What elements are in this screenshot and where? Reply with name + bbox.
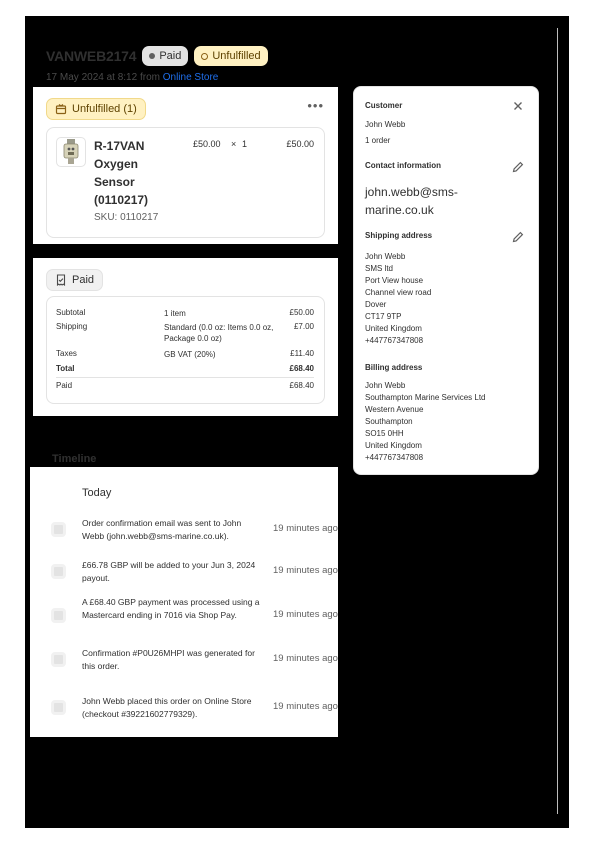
billing-address-heading: Billing address	[365, 363, 423, 372]
subtotal-detail: 1 item	[164, 309, 186, 318]
timeline-event-time: 19 minutes ago	[273, 701, 338, 712]
payment-status-pill	[46, 269, 103, 291]
timeline-dot-icon	[51, 564, 66, 579]
fulfillment-status-text: Unfulfilled (1)	[72, 103, 137, 115]
quantity: 1	[242, 139, 248, 149]
shipping-amount: £7.00	[293, 322, 314, 331]
fulfillment-status-badge	[194, 46, 267, 66]
taxes-amount: £11.40	[290, 349, 314, 358]
unit-price: £50.00	[193, 139, 221, 149]
line-total: £50.00	[286, 139, 314, 149]
shipping-address-line: Port View house	[365, 276, 424, 285]
customer-heading: Customer	[365, 101, 403, 110]
shipping-detail: Standard (0.0 oz: Items 0.0 oz, Package 0.0 oz)	[164, 323, 274, 343]
order-number: VANWEB2174	[46, 48, 137, 64]
timeline-event-text: Confirmation #P0U26MHPI was generated for this order.	[82, 648, 255, 671]
timeline-event-text: £66.78 GBP will be added to your Jun 3, 2024 payout.	[82, 560, 256, 583]
customer-orders-link[interactable]: 1 order	[365, 136, 391, 145]
timeline-day-label: Today	[82, 487, 112, 499]
shipping-address-line: John Webb	[365, 252, 406, 261]
line-item	[46, 127, 325, 238]
status-dot-icon	[149, 53, 155, 59]
payment-card	[33, 258, 338, 416]
subtotal-amount: £50.00	[289, 308, 314, 317]
payment-status-text: Paid	[72, 274, 95, 286]
total-amount: £68.40	[289, 364, 314, 373]
taxes-detail[interactable]: GB VAT (20%)	[164, 350, 216, 359]
close-icon[interactable]	[511, 99, 525, 113]
timeline-dot-icon	[51, 608, 66, 623]
shipping-address-line: United Kingdom	[365, 324, 422, 333]
customer-name-link[interactable]: John Webb	[365, 120, 406, 129]
subtotal-label: Subtotal	[56, 308, 86, 317]
order-date: 17 May 2024 at 8:12 from	[46, 72, 160, 83]
billing-address-line: Southampton	[365, 417, 413, 426]
timeline-event-time: 19 minutes ago	[273, 565, 338, 576]
fulfillment-card	[33, 87, 338, 244]
package-icon	[55, 103, 67, 115]
customer-email-link[interactable]: john.webb@sms-marine.co.uk	[365, 185, 458, 217]
shipping-address-line: CT17 9TP	[365, 312, 402, 321]
pencil-icon[interactable]	[511, 160, 525, 174]
shipping-address-heading: Shipping address	[365, 231, 433, 240]
timeline-event-time: 19 minutes ago	[273, 609, 338, 620]
fulfillment-status-label: Unfulfilled	[212, 50, 261, 62]
more-icon[interactable]: •••	[307, 98, 324, 113]
timeline-dot-icon	[51, 652, 66, 667]
timeline-dot-icon	[51, 522, 66, 537]
timeline-event-time: 19 minutes ago	[273, 523, 338, 534]
billing-address-line: United Kingdom	[365, 441, 422, 450]
taxes-label: Taxes	[56, 349, 77, 358]
timeline-dot-icon	[51, 700, 66, 715]
divider	[56, 377, 314, 378]
payment-summary	[46, 296, 325, 404]
billing-address-line: SO15 0HH	[365, 429, 404, 438]
fulfillment-status-pill	[46, 98, 146, 120]
total-label: Total	[56, 364, 75, 373]
shipping-address-line: SMS ltd	[365, 264, 394, 273]
product-thumbnail[interactable]	[56, 137, 86, 167]
sales-channel-link[interactable]: Online Store	[162, 72, 219, 83]
timeline-event-text: Order confirmation email was sent to John Webb (john.webb@sms-marine.co.uk).	[82, 518, 242, 541]
paid-amount: £68.40	[289, 381, 314, 390]
payment-status-badge	[142, 46, 188, 66]
shipping-address-line: Channel view road	[365, 288, 432, 297]
paid-label: Paid	[56, 381, 73, 390]
product-name-link[interactable]: R-17VAN Oxygen Sensor (0110217)	[94, 139, 149, 207]
billing-address-line: John Webb	[365, 381, 406, 390]
timeline-event-text: A £68.40 GBP payment was processed using a Mastercard ending in 7016 via Shop Pay.	[82, 597, 260, 620]
oxygen-sensor-image	[59, 138, 83, 166]
billing-phone: +447767347808	[365, 453, 424, 462]
status-ring-icon	[201, 53, 208, 60]
contact-heading: Contact information	[365, 161, 441, 170]
shipping-phone: +447767347808	[365, 336, 424, 345]
customer-card	[353, 86, 539, 475]
pencil-icon[interactable]	[511, 230, 525, 244]
shipping-address-line: Dover	[365, 300, 387, 309]
timeline-event-text: John Webb placed this order on Online Store (checkout #39221602779329).	[82, 696, 252, 719]
billing-address-line: Western Avenue	[365, 405, 424, 414]
receipt-icon	[55, 274, 67, 286]
shipping-label: Shipping	[56, 322, 88, 331]
product-sku: SKU: 0110217	[94, 212, 159, 223]
order-header	[46, 46, 268, 66]
timeline-event-time: 19 minutes ago	[273, 653, 338, 664]
order-meta	[46, 72, 218, 83]
scrollbar-track[interactable]	[557, 28, 558, 814]
billing-address-line: Southampton Marine Services Ltd	[365, 393, 486, 402]
timeline-card	[30, 467, 338, 737]
timeline-heading: Timeline	[52, 453, 97, 465]
times-sign: ×	[231, 139, 237, 149]
payment-status-label: Paid	[159, 50, 182, 62]
